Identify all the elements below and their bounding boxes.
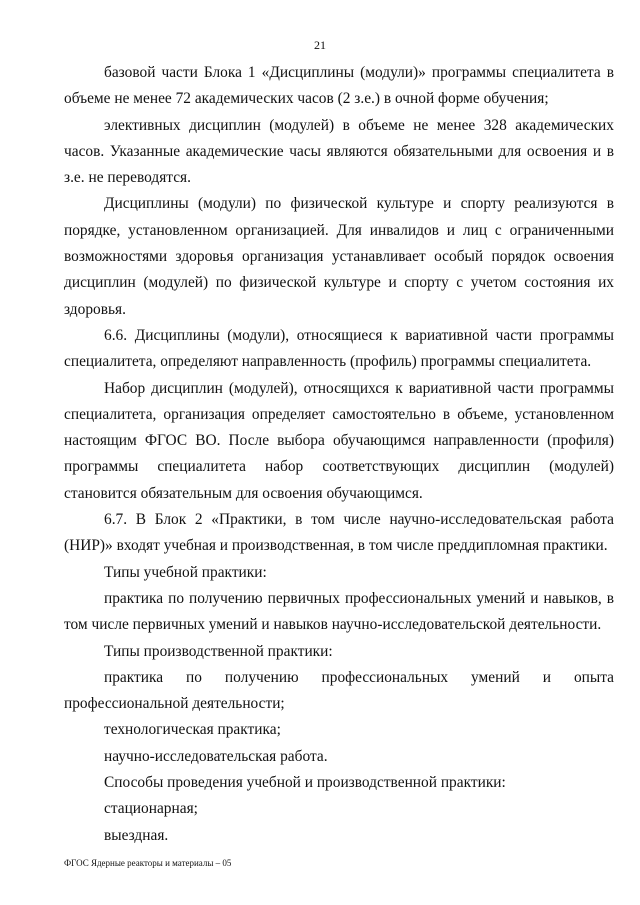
document-footer: ФГОС Ядерные реакторы и материалы – 05 [64, 858, 232, 868]
paragraph: Дисциплины (модули) по физической культуре и спорту реализуются в порядке, установленном организацией. Для инвалидов и лиц с ограниченными возможностями здоровья организация устанавливает особый порядок освоения дисциплин (модулей) по физической культуре и спорту с учетом состояния их здоровья. [64, 195, 614, 318]
page-number: 21 [314, 38, 326, 52]
paragraph: практика по получению первичных профессиональных умений и навыков, в том числе первичных умений и навыков научно-исследовательской деятельности. [64, 589, 614, 634]
paragraph: научно-исследовательская работа. [104, 747, 328, 765]
paragraph: технологическая практика; [104, 721, 281, 739]
paragraph: элективных дисциплин (модулей) в объеме не менее 328 академических часов. Указанные академические часы являются обязательными для освоения и в з.е. не переводятся. [64, 116, 614, 187]
paragraph: выездная. [104, 826, 169, 844]
document-body [64, 60, 614, 849]
paragraph: базовой части Блока 1 «Дисциплины (модули)» программы специалитета в объеме не менее 72 академических часов (2 з.е.) в очной форме обучения; [64, 64, 614, 108]
paragraph: Набор дисциплин (модулей), относящихся к вариативной части программы специалитета, организация определяет самостоятельно в объеме, установленном настоящим ФГОС ВО. После выбора обучающимся направленности (профиля) программы специалитета набор соответствующих дисциплин (модулей) становится обязательным для освоения обучающимся. [64, 379, 614, 502]
paragraph: стационарная; [104, 800, 198, 818]
paragraph: 6.6. Дисциплины (модули), относящиеся к вариативной части программы специалитета, определяют направленность (профиль) программы специалитета. [64, 326, 614, 371]
paragraph: практика по получению профессиональных умений и опыта профессиональной деятельности; [64, 668, 614, 713]
paragraph: Типы учебной практики: [104, 563, 267, 581]
paragraph: 6.7. В Блок 2 «Практики, в том числе научно-исследовательская работа (НИР)» входят учебная и производственная, в том числе преддипломная практики. [64, 511, 614, 555]
paragraph: Способы проведения учебной и производственной практики: [104, 774, 506, 792]
paragraph: Типы производственной практики: [104, 642, 333, 660]
